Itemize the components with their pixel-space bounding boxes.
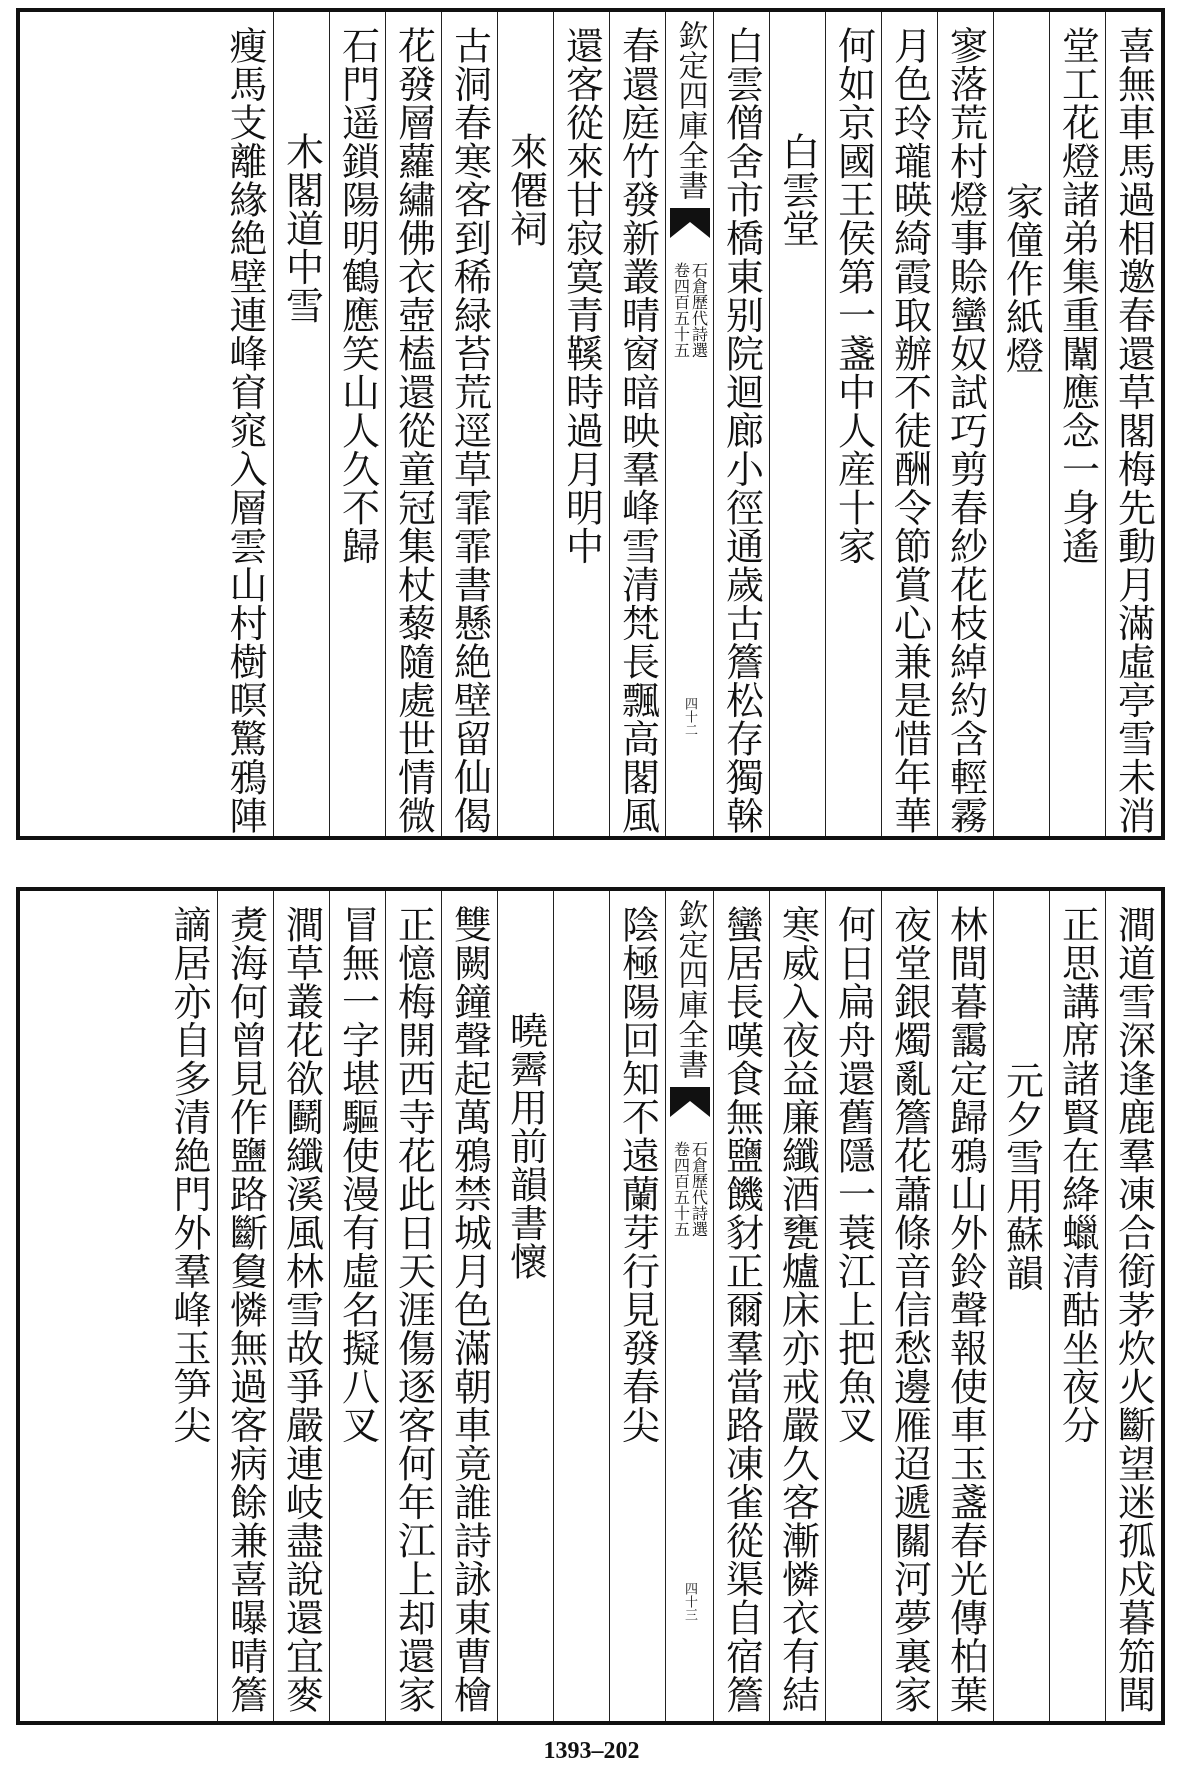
poem-title-column	[993, 891, 1049, 1721]
text-column	[769, 891, 825, 1721]
fishtail-mark-icon	[670, 208, 710, 238]
column-text: 何日扁舟還舊隱一蓑江上把魚叉	[831, 905, 876, 1444]
column-text: 月色玲瓏暎綺霞取辦不徒酬令節賞心兼是惜年華	[887, 26, 932, 835]
text-column	[553, 12, 609, 836]
volume-number: 卷四百五十五	[671, 262, 691, 358]
poem-title: 白雲堂	[775, 132, 820, 248]
text-column	[713, 12, 769, 836]
text-column	[385, 12, 441, 836]
text-column	[881, 12, 937, 836]
leaf-number: 四十二	[682, 697, 697, 736]
text-column	[609, 891, 665, 1721]
column-text: 寒威入夜益廉纖酒甕爐床亦戒嚴久客漸憐衣有結	[775, 905, 820, 1714]
volume-number: 卷四百五十五	[671, 1141, 691, 1237]
poem-title-column	[497, 12, 553, 836]
text-column	[937, 12, 993, 836]
text-column	[881, 891, 937, 1721]
column-text: 林間暮靄定歸鴉山外鈴聲報使車玉盞春光傳柏葉	[943, 905, 988, 1714]
fishtail-mark-icon	[670, 1087, 710, 1117]
poem-title: 元夕雪用蘇韻	[999, 1061, 1044, 1292]
center-fold-column	[665, 12, 713, 836]
poem-title: 家僮作紙燈	[999, 182, 1044, 375]
column-text: 正憶梅開西寺花此日天涯傷逐客何年江上却還家	[391, 905, 436, 1714]
column-text: 何如京國王侯第一盞中人産十家	[831, 26, 876, 565]
text-column	[1105, 12, 1161, 836]
column-text: 白雲僧舍市橋東别院迴廊小徑通歲古簷松存獨榦	[719, 26, 764, 835]
column-text: 雙闕鐘聲起萬鴉禁城月色滿朝車竟誰詩詠東曹檜	[447, 905, 492, 1714]
column-text: 寥落荒村燈事賒蠻奴試巧剪春紗花枝綽約含輕霧	[943, 26, 988, 835]
text-column	[441, 12, 497, 836]
column-text: 陰極陽回知不遠蘭芽行見發春尖	[615, 905, 660, 1444]
text-column	[713, 891, 769, 1721]
text-column	[329, 12, 385, 836]
column-text: 還客從來甘寂寞青鞵時過月明中	[559, 26, 604, 565]
text-column	[329, 891, 385, 1721]
column-text: 澗道雪深逢鹿羣凍合銜茅炊火斷望迷孤戍暮笳聞	[1111, 905, 1156, 1714]
text-column	[1049, 12, 1105, 836]
column-text: 瘦馬支離緣絶壁連峰窅窕入層雲山村樹暝驚鴉陣	[223, 26, 267, 835]
text-column	[1105, 891, 1161, 1721]
library-title: 欽定四庫全書	[672, 899, 708, 1079]
text-column	[273, 891, 329, 1721]
column-text: 堂工花燈諸弟集重闈應念一身遙	[1055, 26, 1100, 565]
text-column	[441, 891, 497, 1721]
poem-title-column	[497, 891, 553, 1721]
text-column	[1049, 891, 1105, 1721]
text-column	[553, 891, 609, 1721]
poem-title: 木閣道中雪	[279, 132, 324, 325]
center-subtitles	[673, 262, 707, 358]
text-column	[825, 891, 881, 1721]
page-number: 1393–202	[543, 1738, 640, 1764]
poem-title: 曉霽用前韻書懷	[503, 1011, 548, 1281]
column-text: 謫居亦自多清絶門外羣峰玉笋尖	[167, 905, 211, 1444]
column-text: 古洞春寒客到稀緑苔荒逕草霏霏書懸絶壁留仙偈	[447, 26, 492, 835]
text-column	[217, 891, 273, 1721]
text-column	[385, 891, 441, 1721]
column-text: 花發層蘿繡佛衣壺榼還從童冠集杖藜隨處世情微	[391, 26, 436, 835]
poem-title: 來僊祠	[503, 132, 548, 248]
text-column	[161, 891, 217, 1721]
column-text: 蠻居長嘆食無鹽饑豺正爾羣當路凍雀從渠自宿簷	[719, 905, 764, 1714]
poem-title-column	[769, 12, 825, 836]
column-text: 冒無一字堪驅使漫有虛名擬八叉	[335, 905, 380, 1444]
collection-title: 石倉歷代詩選	[689, 262, 709, 358]
column-text: 夜堂銀燭亂簷花蕭條音信愁邊雁迢遞關河夢裏家	[887, 905, 932, 1714]
text-column	[825, 12, 881, 836]
page-panel-bottom	[16, 887, 1165, 1725]
column-text: 春還庭竹發新叢晴窗暗映羣峰雪清梵長飄高閣風	[615, 26, 660, 835]
center-fold-column	[665, 891, 713, 1721]
text-column	[217, 12, 273, 836]
column-text: 煑海何曾見作鹽路斷敻憐無過客病餘兼喜曝晴簷	[223, 905, 268, 1714]
poem-title-column	[273, 12, 329, 836]
collection-title: 石倉歷代詩選	[689, 1141, 709, 1237]
text-column	[609, 12, 665, 836]
column-text: 澗草叢花欲鬬纖溪風林雪故爭嚴連岐盡說還宜麥	[279, 905, 324, 1714]
page-panel-top	[16, 8, 1165, 840]
center-subtitles	[673, 1141, 707, 1237]
column-text: 喜無車馬過相邀春還草閣梅先動月滿虛亭雪未消	[1111, 26, 1156, 835]
text-column	[937, 891, 993, 1721]
leaf-number: 四十三	[682, 1582, 697, 1621]
column-text: 石門遥鎖陽明鶴應笑山人久不歸	[335, 26, 380, 565]
column-text: 正思講席諸賢在絳蠟清酤坐夜分	[1055, 905, 1100, 1444]
poem-title-column	[993, 12, 1049, 836]
library-title: 欽定四庫全書	[672, 20, 708, 200]
